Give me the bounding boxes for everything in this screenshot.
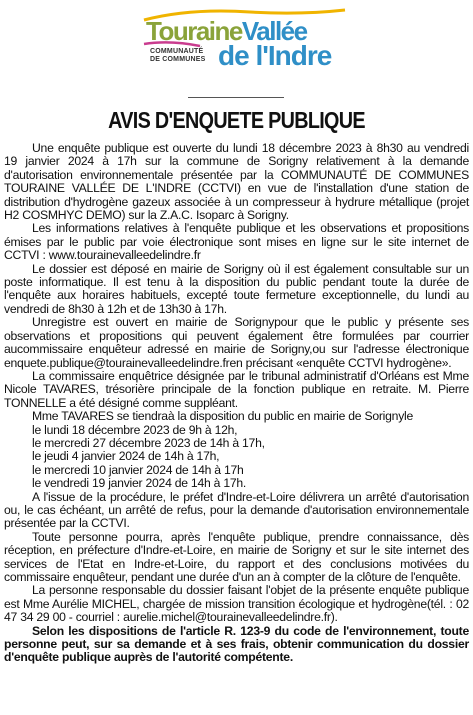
notice-body — [4, 142, 469, 665]
logo-indre: de l'Indre — [218, 40, 332, 71]
paragraph-registre: Unregistre est ouvert en mairie de Sorignypour que le public y présente ses observations et propositions qui peuvent également être formulées par courrier aucommissaire enquêteur adressé en mairie de Sorigny,ou sur l'adresse électronique enquete.publique@tourainevalleedelindre.fren précisant «enquête CCTVI hydrogène». — [4, 315, 469, 370]
date-item: le vendredi 19 janvier 2024 de 14h à 17h. — [32, 476, 247, 491]
divider — [188, 97, 284, 98]
date-item: le mercredi 27 décembre 2023 de 14h à 17h, — [32, 435, 265, 450]
paragraph-commissaire: La commissaire enquêtrice désignée par le tribunal administratif d'Orléans est Mme Nicole TAVARES, trésorière principale de la fonction publique en retraite. M. Pierre TONNELLE a été désigné comme suppléant. — [4, 368, 469, 410]
logo-touraine: Touraine — [146, 16, 242, 46]
paragraph-consultation: Toute personne pourra, après l'enquête publique, prendre connaissance, dès réception, en préfecture d'Indre-et-Loire, en mairie de Sorigny et sur le site internet des services de l'Etat en Indre-et-Loire, du rapport et des conclusions motivées du commissaire enquêteur, pendant une durée d'un an à compter de la clôture de l'enquête. — [4, 529, 469, 584]
date-item: le lundi 18 décembre 2023 de 9h à 12h, — [32, 422, 238, 437]
paragraph-opening: Une enquête publique est ouverte du lundi 18 décembre 2023 à 8h30 au vendredi 19 janvier 2024 à 17h sur la commune de Sorigny relativement à la demande d'autorisation environnementale présentée par la COMMUNAUTÉ DE COMMUNES TOURAINE VALLÉE DE L'INDRE (CCTVI) en vue de l'installation d'une station de distribution d'hydrogène gazeux associée à un compresseur à hydrure métallique (projet H2 COSMHYC DEMO) sur la Z.A.C. Isoparc à Sorigny. — [4, 141, 469, 223]
paragraph-responsable: La personne responsable du dossier faisant l'objet de la présente enquête publique est Mme Aurélie MICHEL, chargée de mission transition écologique et hydrogène(tél. : 02 47 34 29 00 - courriel : aurelie.michel@tourainevalleedelindre.fr). — [4, 583, 469, 625]
permanence-dates — [4, 424, 469, 491]
paragraph-dispositions: Selon les dispositions de l'article R. 123-9 du code de l'environnement, toute personne peut, sur sa demande et à ses frais, obtenir communication du dossier d'enquête publique auprès de l'autorité compétente. — [4, 623, 469, 665]
paragraph-information: Les informations relatives à l'enquête publique et les observations et propositions émises par le public par voie électronique sont mises en ligne sur le site internet de CCTVI : www.tourainevalleedelindre.fr — [4, 221, 469, 263]
date-item: le jeudi 4 janvier 2024 de 14h à 17h, — [32, 449, 220, 464]
logo-vallee: Vallée — [241, 16, 307, 46]
logo-cdc: COMMUNAUTÉ DE COMMUNES — [150, 48, 206, 63]
paragraph-dossier: Le dossier est déposé en mairie de Sorigny où il est également consultable sur un poste informatique. Il est tenu à la disposition du public pendant toute la durée de l'enquête aux horaires habituels, excepté toute fermeture exceptionnelle, du lundi au vendredi de 8h30 à 12h et de 13h30 à 17h. — [4, 261, 469, 316]
paragraph-issue: A l'issue de la procédure, le préfet d'Indre-et-Loire délivrera un arrêté d'autorisation ou, le cas échéant, un arrêté de refus, pour la demande d'autorisation environnementale présentée par la CCTVI. — [4, 489, 469, 531]
paragraph-permanences: Mme TAVARES se tiendraà la disposition du public en mairie de Sorignyle — [32, 409, 414, 424]
logo — [130, 6, 360, 78]
date-item: le mercredi 10 janvier 2024 de 14h à 17h — [32, 462, 244, 477]
page-title: AVIS D'ENQUETE PUBLIQUE — [108, 107, 365, 133]
